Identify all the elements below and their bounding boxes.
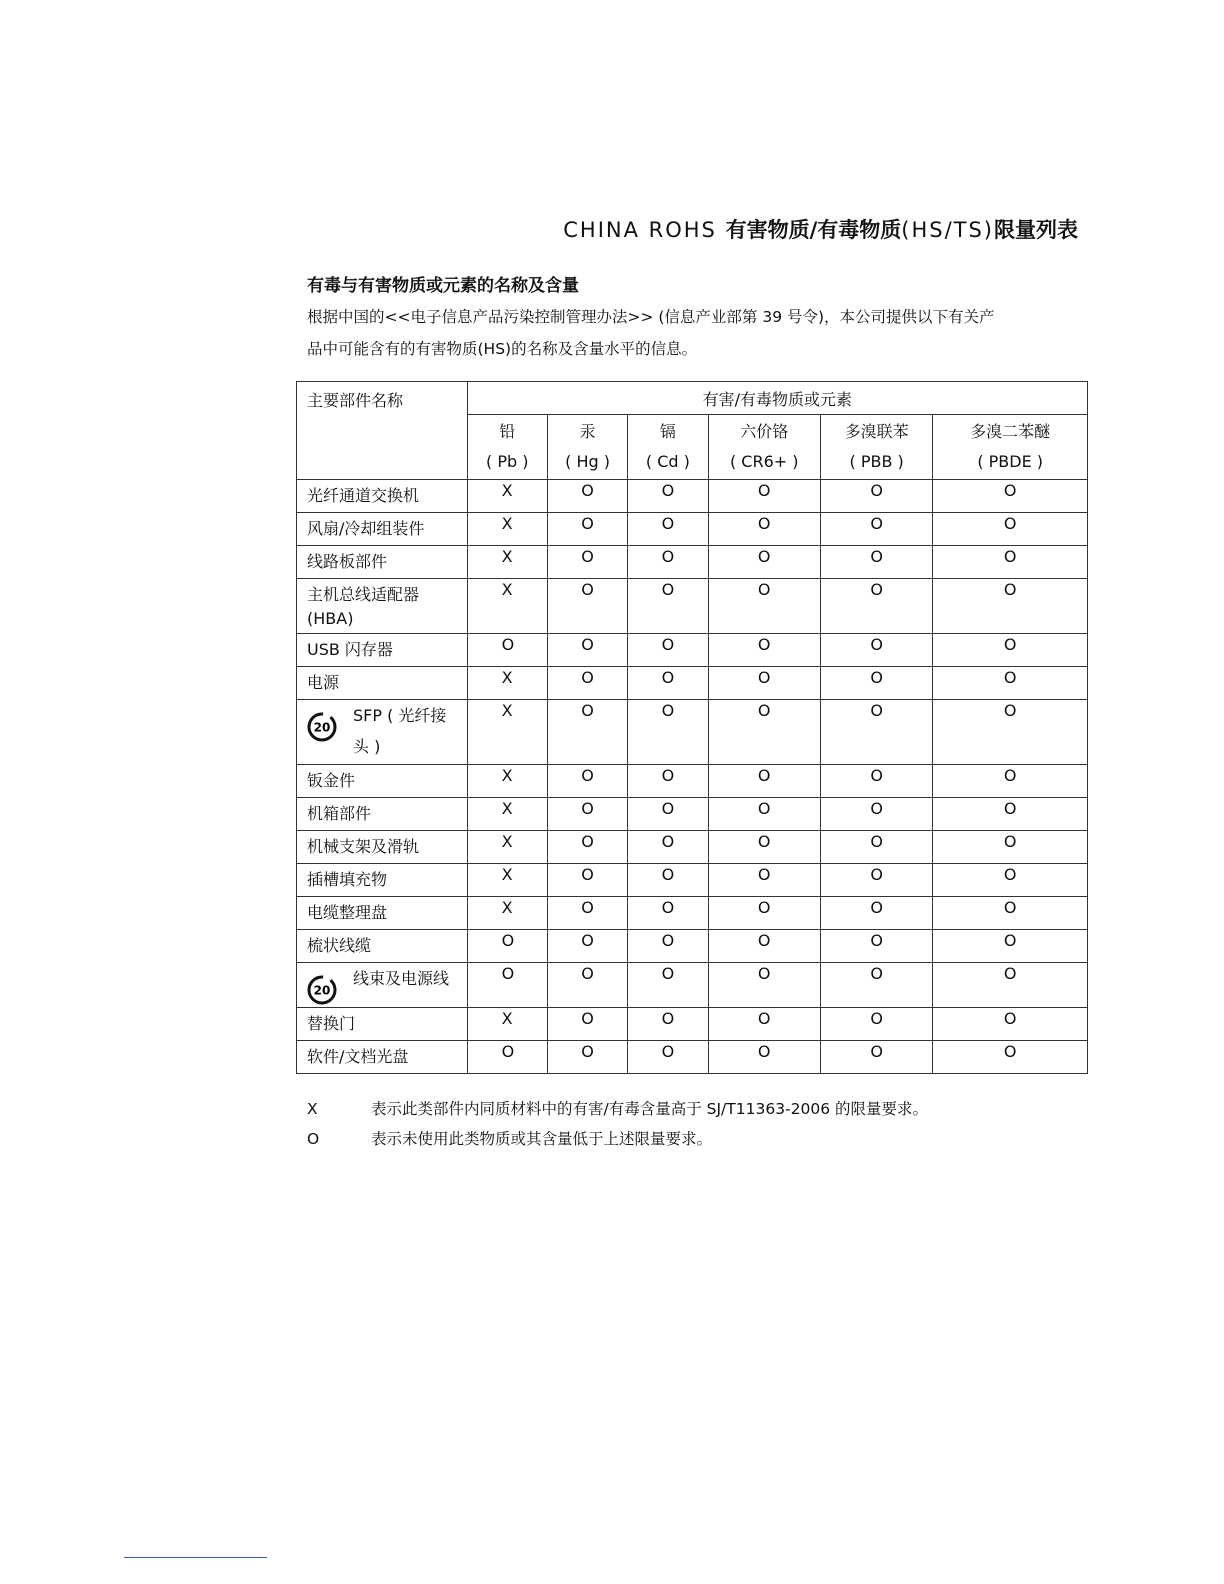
- value-symbol: O: [870, 1042, 883, 1061]
- value-cell: [820, 798, 932, 831]
- value-symbol: O: [661, 1009, 675, 1028]
- value-cell: [628, 634, 708, 667]
- table-row: [297, 963, 1088, 1008]
- value-symbol: O: [757, 635, 771, 654]
- value-symbol: O: [1003, 635, 1017, 654]
- value-symbol: O: [757, 898, 771, 917]
- value-symbol: O: [661, 964, 675, 983]
- value-symbol: O: [501, 931, 515, 950]
- value-cell: [547, 546, 627, 579]
- legend-symbol: O: [307, 1130, 320, 1148]
- value-symbol: X: [501, 766, 513, 785]
- value-cell: [628, 700, 708, 765]
- value-cell: [628, 930, 708, 963]
- legend-text: 表示未使用此类物质或其含量低于上述限量要求。: [371, 1130, 713, 1148]
- value-symbol: X: [501, 481, 513, 500]
- value-cell: [467, 634, 547, 667]
- component-name: USB 闪存器: [307, 640, 393, 659]
- value-symbol: X: [501, 580, 513, 599]
- value-symbol: O: [1003, 865, 1017, 884]
- value-symbol: O: [581, 547, 594, 566]
- value-symbol: O: [870, 898, 883, 917]
- table-row: [297, 1041, 1088, 1074]
- value-symbol: O: [501, 1042, 515, 1061]
- table-row: [297, 897, 1088, 930]
- component-cell: [297, 963, 468, 1008]
- value-cell: [547, 667, 627, 700]
- component-cell: [297, 864, 468, 897]
- value-cell: [933, 579, 1088, 634]
- value-cell: [628, 1008, 708, 1041]
- value-cell: [820, 1041, 932, 1074]
- value-cell: [708, 546, 820, 579]
- substance-header-0: [467, 415, 547, 480]
- value-cell: [467, 1008, 547, 1041]
- value-symbol: O: [581, 580, 594, 599]
- epup-20-icon: [307, 975, 337, 1005]
- value-symbol: X: [501, 865, 513, 884]
- value-symbol: O: [661, 514, 675, 533]
- substance-symbol: ( PBB ): [849, 452, 904, 471]
- value-symbol: O: [661, 766, 675, 785]
- value-symbol: O: [661, 580, 675, 599]
- value-cell: [708, 667, 820, 700]
- value-cell: [708, 700, 820, 765]
- value-cell: [708, 831, 820, 864]
- value-symbol: X: [501, 668, 513, 687]
- legend-item: [307, 1127, 712, 1149]
- table-row: [297, 667, 1088, 700]
- value-symbol: O: [1003, 799, 1017, 818]
- component-name: 线束及电源线: [353, 969, 450, 988]
- value-cell: [467, 930, 547, 963]
- component-cell: [297, 579, 468, 634]
- value-symbol: O: [661, 635, 675, 654]
- value-cell: [628, 667, 708, 700]
- value-symbol: O: [1003, 701, 1017, 720]
- intro-line-2: 品中可能含有的有害物质(HS)的名称及含量水平的信息。: [307, 340, 698, 358]
- value-cell: [628, 798, 708, 831]
- value-cell: [547, 700, 627, 765]
- value-symbol: O: [870, 766, 883, 785]
- table-row: [297, 1008, 1088, 1041]
- value-cell: [708, 798, 820, 831]
- svg-text:20: 20: [313, 720, 331, 735]
- value-cell: [820, 897, 932, 930]
- value-cell: [933, 963, 1088, 1008]
- value-symbol: X: [501, 799, 513, 818]
- legend-text: 表示此类部件内同质材料中的有害/有毒含量高于 SJ/T11363-2006 的限量要求。: [371, 1100, 929, 1118]
- value-cell: [628, 1041, 708, 1074]
- component-cell: [297, 897, 468, 930]
- value-symbol: O: [581, 1042, 594, 1061]
- component-cell: [297, 546, 468, 579]
- value-symbol: O: [581, 701, 594, 720]
- value-cell: [933, 765, 1088, 798]
- value-cell: [628, 864, 708, 897]
- value-cell: [547, 1041, 627, 1074]
- substance-name: 铅: [499, 422, 516, 441]
- value-cell: [708, 480, 820, 513]
- value-cell: [628, 546, 708, 579]
- value-cell: [708, 897, 820, 930]
- value-symbol: O: [661, 931, 675, 950]
- component-name: 风扇/冷却组装件: [307, 519, 425, 538]
- rohs-table-body: [297, 480, 1088, 1074]
- title-paren: (HS/TS): [901, 218, 994, 242]
- substance-symbol: ( PBDE ): [977, 452, 1044, 471]
- value-cell: [467, 963, 547, 1008]
- value-cell: [467, 579, 547, 634]
- value-symbol: O: [501, 635, 515, 654]
- value-symbol: O: [581, 635, 594, 654]
- table-row: [297, 798, 1088, 831]
- value-cell: [628, 831, 708, 864]
- substance-symbol: ( Pb ): [486, 452, 529, 471]
- component-name: 电缆整理盘: [307, 903, 388, 922]
- value-cell: [708, 1041, 820, 1074]
- value-symbol: O: [581, 865, 594, 884]
- table-row: [297, 513, 1088, 546]
- value-symbol: O: [757, 964, 771, 983]
- value-cell: [820, 579, 932, 634]
- value-cell: [708, 579, 820, 634]
- value-symbol: O: [757, 931, 771, 950]
- value-symbol: O: [757, 481, 771, 500]
- value-symbol: O: [661, 668, 675, 687]
- value-symbol: O: [1003, 547, 1017, 566]
- substance-symbol: ( CR6+ ): [729, 452, 799, 471]
- value-symbol: O: [1003, 668, 1017, 687]
- value-symbol: O: [870, 635, 883, 654]
- value-cell: [467, 831, 547, 864]
- legend-symbol: X: [307, 1100, 318, 1118]
- component-name: 替换门: [307, 1014, 356, 1033]
- value-symbol: O: [501, 964, 515, 983]
- value-cell: [467, 765, 547, 798]
- table-row: [297, 700, 1088, 765]
- value-cell: [708, 963, 820, 1008]
- value-cell: [933, 798, 1088, 831]
- substance-name: 六价铬: [740, 422, 789, 441]
- value-symbol: O: [581, 898, 594, 917]
- value-symbol: O: [1003, 580, 1017, 599]
- value-symbol: O: [581, 931, 594, 950]
- value-cell: [820, 930, 932, 963]
- component-cell: [297, 700, 468, 765]
- component-name: 线路板部件: [307, 552, 388, 571]
- value-symbol: O: [581, 668, 594, 687]
- component-cell: [297, 765, 468, 798]
- substance-name: 镉: [659, 422, 676, 441]
- title-cjk: 有害物质/有毒物质: [725, 218, 902, 242]
- substance-header-1: [547, 415, 627, 480]
- value-cell: [547, 480, 627, 513]
- value-cell: [628, 579, 708, 634]
- value-cell: [547, 864, 627, 897]
- value-symbol: O: [661, 701, 675, 720]
- value-symbol: O: [661, 898, 675, 917]
- value-symbol: O: [757, 580, 771, 599]
- value-symbol: O: [581, 964, 594, 983]
- footnote-rule: [124, 1557, 267, 1558]
- legend-item: [307, 1097, 928, 1119]
- value-symbol: O: [661, 832, 675, 851]
- component-name: 梳状线缆: [307, 936, 372, 955]
- value-cell: [933, 897, 1088, 930]
- value-cell: [467, 667, 547, 700]
- table-row: [297, 579, 1088, 634]
- value-symbol: O: [870, 799, 883, 818]
- component-cell: [297, 480, 468, 513]
- value-cell: [933, 1041, 1088, 1074]
- value-cell: [547, 798, 627, 831]
- value-symbol: O: [581, 1009, 594, 1028]
- value-symbol: O: [581, 832, 594, 851]
- value-symbol: O: [757, 1009, 771, 1028]
- value-symbol: O: [1003, 514, 1017, 533]
- value-cell: [547, 963, 627, 1008]
- value-cell: [628, 765, 708, 798]
- value-symbol: O: [661, 547, 675, 566]
- substance-name: 多溴联苯: [844, 422, 909, 441]
- value-cell: [708, 864, 820, 897]
- value-cell: [820, 700, 932, 765]
- value-cell: [708, 930, 820, 963]
- table-row: [297, 831, 1088, 864]
- value-cell: [820, 480, 932, 513]
- substance-symbol: ( Hg ): [565, 452, 610, 471]
- component-name: 钣金件: [307, 771, 356, 790]
- epup-20-icon: [307, 712, 337, 742]
- value-cell: [547, 831, 627, 864]
- value-symbol: O: [1003, 931, 1017, 950]
- value-cell: [933, 1008, 1088, 1041]
- value-symbol: O: [870, 547, 883, 566]
- value-cell: [820, 1008, 932, 1041]
- table-row: [297, 546, 1088, 579]
- component-cell: [297, 831, 468, 864]
- value-cell: [467, 700, 547, 765]
- substance-header-3: [708, 415, 820, 480]
- title-latin: CHINA ROHS: [563, 218, 726, 242]
- value-symbol: X: [501, 514, 513, 533]
- value-symbol: O: [1003, 481, 1017, 500]
- component-cell: [297, 1041, 468, 1074]
- value-symbol: O: [870, 514, 883, 533]
- value-symbol: O: [870, 1009, 883, 1028]
- value-cell: [933, 480, 1088, 513]
- table-row: [297, 864, 1088, 897]
- value-symbol: X: [501, 898, 513, 917]
- value-cell: [628, 513, 708, 546]
- value-cell: [467, 546, 547, 579]
- value-symbol: O: [870, 832, 883, 851]
- value-symbol: O: [1003, 832, 1017, 851]
- value-symbol: X: [501, 701, 513, 720]
- value-cell: [547, 1008, 627, 1041]
- component-name: 机械支架及滑轨: [307, 837, 420, 856]
- value-symbol: O: [1003, 898, 1017, 917]
- value-symbol: O: [581, 514, 594, 533]
- substance-header-4: [820, 415, 932, 480]
- value-symbol: O: [757, 832, 771, 851]
- value-symbol: O: [581, 766, 594, 785]
- substance-header-5: [933, 415, 1088, 480]
- component-name: SFP ( 光纤接头 ): [353, 706, 447, 756]
- substance-name: 汞: [579, 422, 596, 441]
- value-cell: [628, 897, 708, 930]
- component-name: 软件/文档光盘: [307, 1047, 409, 1066]
- value-cell: [820, 765, 932, 798]
- value-cell: [547, 897, 627, 930]
- value-cell: [467, 798, 547, 831]
- value-symbol: O: [870, 668, 883, 687]
- value-cell: [820, 831, 932, 864]
- value-symbol: O: [581, 799, 594, 818]
- table-row: [297, 634, 1088, 667]
- value-cell: [708, 634, 820, 667]
- value-symbol: O: [1003, 766, 1017, 785]
- value-symbol: O: [870, 481, 883, 500]
- value-cell: [820, 963, 932, 1008]
- value-cell: [708, 513, 820, 546]
- value-symbol: O: [870, 865, 883, 884]
- value-symbol: O: [757, 668, 771, 687]
- value-cell: [820, 667, 932, 700]
- value-cell: [628, 963, 708, 1008]
- substance-group-header: 有害/有毒物质或元素: [467, 382, 1087, 415]
- value-cell: [547, 765, 627, 798]
- component-name: 光纤通道交换机: [307, 486, 420, 505]
- component-cell: [297, 513, 468, 546]
- value-cell: [933, 864, 1088, 897]
- value-cell: [547, 579, 627, 634]
- value-cell: [547, 930, 627, 963]
- value-cell: [820, 864, 932, 897]
- value-symbol: O: [870, 701, 883, 720]
- value-cell: [933, 667, 1088, 700]
- title-cjk-2: 限量列表: [994, 218, 1078, 242]
- component-cell: [297, 930, 468, 963]
- substance-symbol: ( Cd ): [645, 452, 690, 471]
- substance-name: 多溴二苯醚: [970, 422, 1051, 441]
- component-name: 机箱部件: [307, 804, 372, 823]
- component-column-header: 主要部件名称: [297, 382, 468, 480]
- value-symbol: O: [757, 799, 771, 818]
- value-symbol: O: [870, 580, 883, 599]
- table-row: [297, 930, 1088, 963]
- page-title: [563, 214, 1078, 244]
- rohs-table: [296, 381, 1088, 1074]
- value-cell: [547, 513, 627, 546]
- value-cell: [467, 864, 547, 897]
- value-symbol: O: [661, 799, 675, 818]
- value-symbol: O: [757, 701, 771, 720]
- value-symbol: O: [757, 514, 771, 533]
- value-symbol: X: [501, 832, 513, 851]
- value-symbol: O: [661, 481, 675, 500]
- value-cell: [547, 634, 627, 667]
- value-cell: [933, 930, 1088, 963]
- value-symbol: O: [1003, 964, 1017, 983]
- value-symbol: O: [757, 865, 771, 884]
- value-cell: [708, 1008, 820, 1041]
- substance-header-2: [628, 415, 708, 480]
- value-symbol: X: [501, 547, 513, 566]
- component-name: 主机总线适配器 (HBA): [307, 585, 420, 628]
- svg-text:20: 20: [313, 983, 331, 998]
- component-name: 电源: [307, 673, 340, 692]
- component-cell: [297, 1008, 468, 1041]
- value-cell: [708, 765, 820, 798]
- value-symbol: X: [501, 1009, 513, 1028]
- value-cell: [933, 700, 1088, 765]
- value-cell: [933, 546, 1088, 579]
- intro-paragraph: [307, 301, 1087, 365]
- value-symbol: O: [870, 964, 883, 983]
- component-name: 插槽填充物: [307, 870, 388, 889]
- value-symbol: O: [757, 1042, 771, 1061]
- section-heading: 有毒与有害物质或元素的名称及含量: [307, 276, 579, 296]
- intro-line-1: 根据中国的<<电子信息产品污染控制管理办法>> (信息产业部第 39 号令)，本公司提供以下有关产: [307, 308, 995, 326]
- value-symbol: O: [1003, 1009, 1017, 1028]
- value-cell: [467, 1041, 547, 1074]
- value-cell: [467, 480, 547, 513]
- component-cell: [297, 798, 468, 831]
- value-cell: [933, 634, 1088, 667]
- value-cell: [820, 546, 932, 579]
- value-symbol: O: [757, 766, 771, 785]
- value-symbol: O: [661, 1042, 675, 1061]
- value-cell: [467, 897, 547, 930]
- value-symbol: O: [661, 865, 675, 884]
- value-symbol: O: [757, 547, 771, 566]
- value-cell: [628, 480, 708, 513]
- value-cell: [467, 513, 547, 546]
- value-cell: [820, 513, 932, 546]
- value-symbol: O: [1003, 1042, 1017, 1061]
- component-cell: [297, 667, 468, 700]
- value-cell: [933, 831, 1088, 864]
- value-symbol: O: [581, 481, 594, 500]
- value-symbol: O: [870, 931, 883, 950]
- component-cell: [297, 634, 468, 667]
- table-row: [297, 480, 1088, 513]
- value-cell: [820, 634, 932, 667]
- table-row: [297, 765, 1088, 798]
- value-cell: [933, 513, 1088, 546]
